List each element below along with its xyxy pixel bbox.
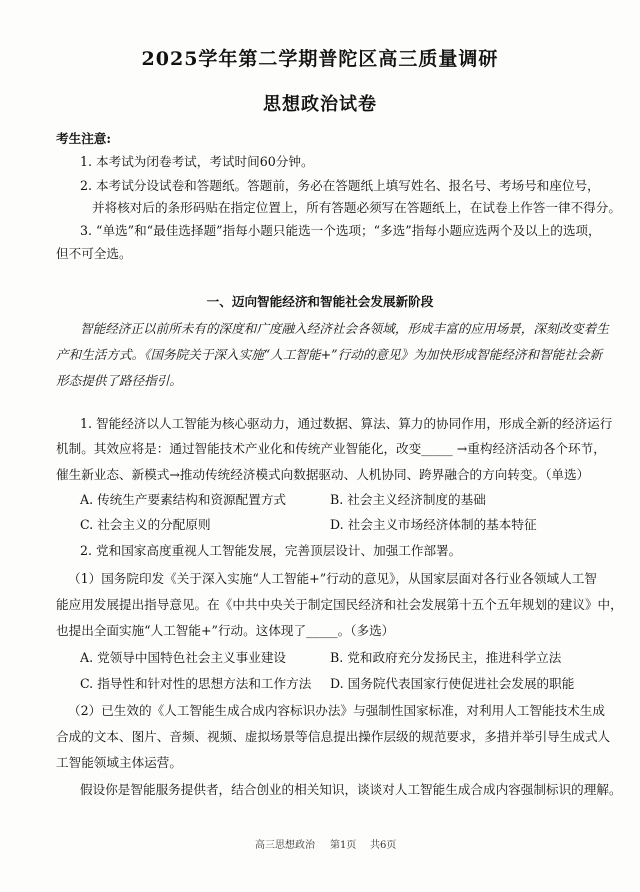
footer-total: 共6页 (370, 840, 397, 851)
exam-title: 2025学年第二学期普陀区高三质量调研 (141, 48, 499, 70)
exam-subtitle: 思想政治试卷 (263, 94, 377, 115)
q2-part2-line: （2）已生效的《人工智能生成合成内容标识办法》与强制性国家标准，对利用人工智能技术生成 (68, 703, 605, 718)
q1-stem-line: 机制。其效应将是：通过智能技术产业化和传统产业智能化，改变_____ →重构经济活动各个环节， (56, 441, 606, 456)
q1-stem-line: 1. 智能经济以人工智能为核心驱动力，通过数据、算法、算力的协同作用，形成全新的经济运行 (80, 416, 613, 431)
footer-page: 第1页 (330, 840, 357, 851)
q1-option-c: C. 社会主义的分配原则 (80, 517, 211, 532)
footer-subject: 高三思想政治 (255, 840, 315, 851)
notice-item: 3. “单选”和“最佳选择题”指每小题只能选一个选项；“多选”指每小题应选两个及以上的选项， (80, 223, 601, 238)
notice-item: 2. 本考试分设试卷和答题纸。答题前，务必在答题纸上填写姓名、报名号、考场号和座位号， (80, 178, 600, 193)
q2-part1-line: 也提出全面实施“人工智能+”行动。这体现了_____。（多选） (56, 623, 395, 638)
q2-part2-line: 工智能领域主体运营。 (56, 755, 182, 770)
q1-option-d: D. 社会主义市场经济体制的基本特征 (330, 517, 537, 532)
section-intro-line: 智能经济正以前所未有的深度和广度融入经济社会各领域，形成丰富的应用场景，深刻改变着生 (80, 321, 609, 336)
notice-heading: 考生注意: (56, 131, 112, 146)
notice-item: 但不可全选。 (56, 246, 132, 261)
q1-option-a: A. 传统生产要素结构和资源配置方式 (80, 492, 287, 507)
q2-stem: 2. 党和国家高度重视人工智能发展，完善顶层设计、加强工作部署。 (80, 543, 462, 558)
q2-part1-line: （1）国务院印发《关于深入实施“人工智能+”行动的意见》，从国家层面对各行业各领域人工智 (68, 571, 597, 586)
q1-stem-line: 催生新业态、新模式→推动传统经济模式向数据驱动、人机协同、跨界融合的方向转变。（单选） (56, 467, 590, 482)
q1-option-b: B. 社会主义经济制度的基础 (330, 492, 486, 507)
q2-option-b: B. 党和政府充分发扬民主，推进科学立法 (330, 650, 562, 665)
section-intro-line: 产和生活方式。《国务院关于深入实施“人工智能+”行动的意见》为加快形成智能经济和智能社会新 (56, 347, 603, 362)
q2-part2-line: 合成的文本、图片、音频、视频、虚拟场景等信息提出操作层级的规范要求，多措并举引导生成式人 (56, 729, 611, 744)
section-heading: 一、迈向智能经济和智能社会发展新阶段 (206, 294, 434, 309)
q2-option-d: D. 国务院代表国家行使促进社会发展的职能 (330, 676, 575, 691)
notice-item: 并将核对后的条形码贴在指定位置上，所有答题必须写在答题纸上，在试卷上作答一律不得分。 (92, 200, 621, 215)
q2-task: 假设你是智能服务提供者，结合创业的相关知识，谈谈对人工智能生成合成内容强制标识的理解。 (80, 782, 622, 797)
q2-option-c: C. 指导性和针对性的思想方法和工作方法 (80, 676, 312, 691)
section-intro-line: 形态提供了路径指引。 (56, 373, 182, 388)
q2-part1-line: 能应用发展提出指导意见。在《中共中央关于制定国民经济和社会发展第十五个五年规划的建议》中， (56, 597, 623, 612)
q2-option-a: A. 党领导中国特色社会主义事业建设 (80, 650, 287, 665)
notice-item: 1. 本考试为闭卷考试，考试时间60分钟。 (80, 154, 314, 169)
